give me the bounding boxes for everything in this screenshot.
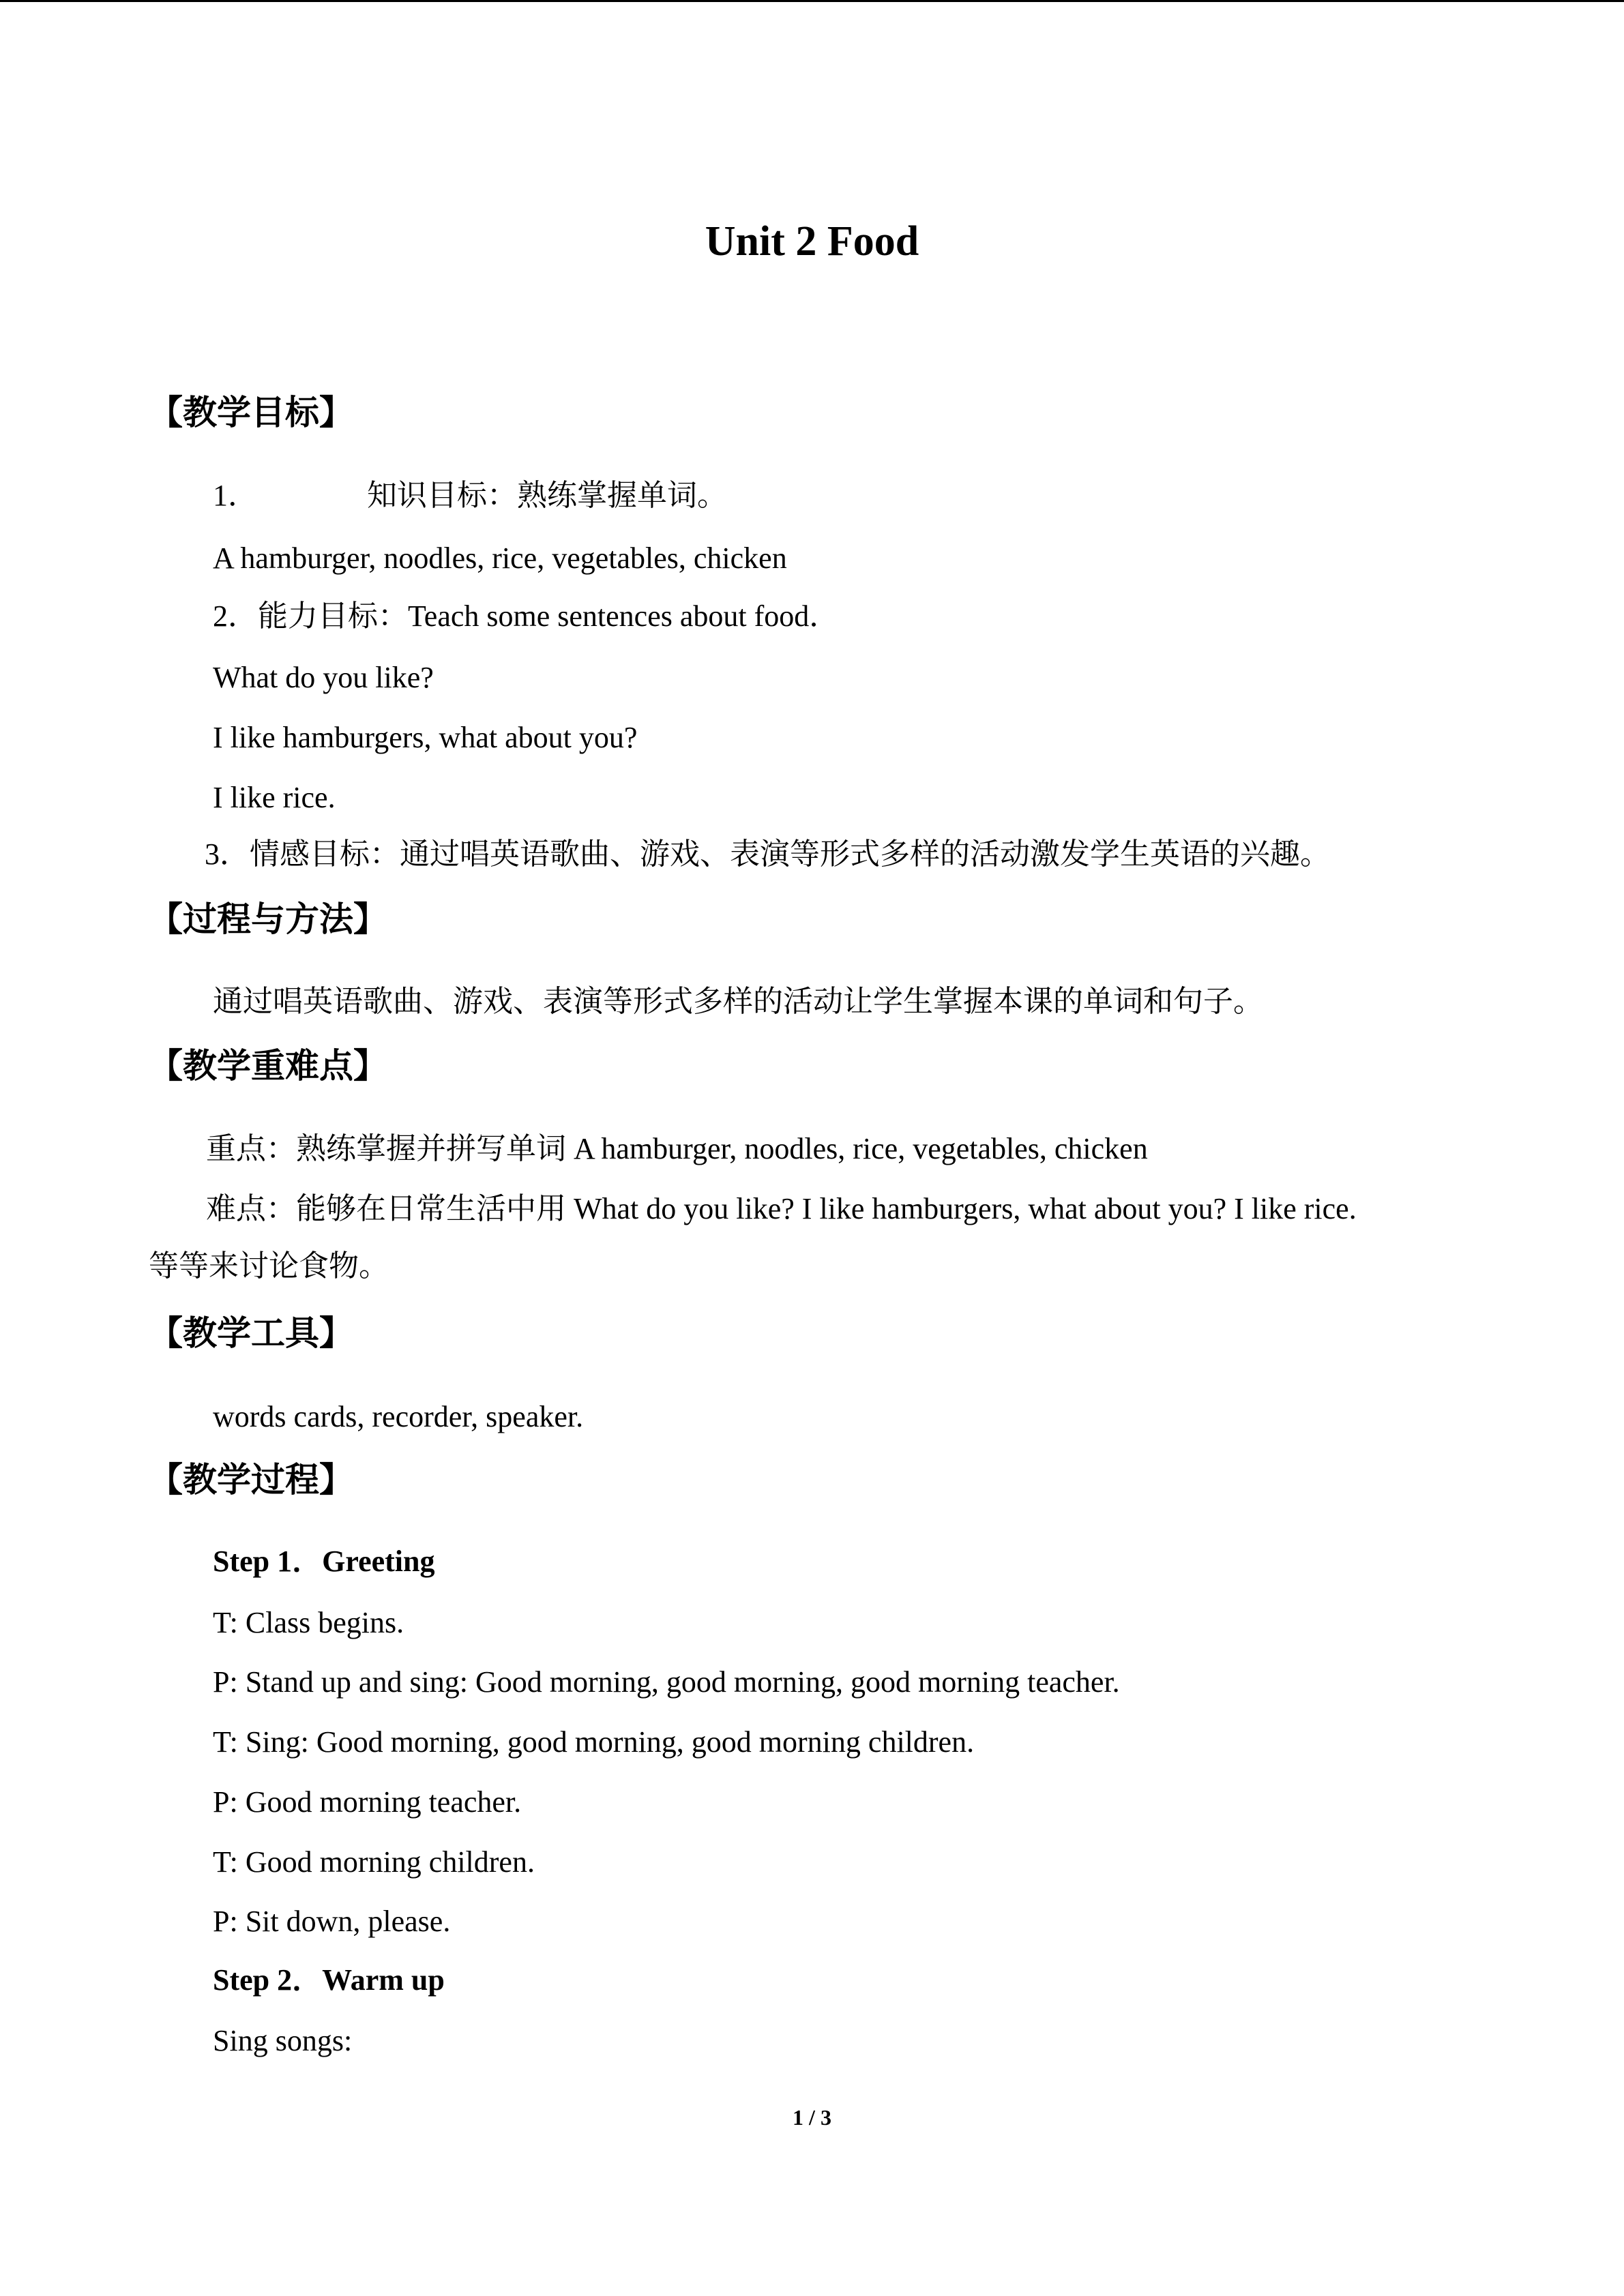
heading-tools: 【教学工具】 xyxy=(149,1314,353,1352)
document-title: Unit 2 Food xyxy=(705,218,919,265)
step-2-line: Sing songs: xyxy=(213,2024,353,2057)
process-method-text: 通过唱英语歌曲、游戏、表演等形式多样的活动让学生掌握本课的单词和句子。 xyxy=(213,985,1263,1018)
sentence-1: What do you like? xyxy=(213,661,434,694)
objective-item-3: 3．情感目标：通过唱英语歌曲、游戏、表演等形式多样的活动激发学生英语的兴趣。 xyxy=(205,837,1330,871)
sentence-2: I like hamburgers, what about you? xyxy=(213,721,638,754)
step-1-line: P: Sit down, please. xyxy=(213,1905,451,1938)
sentence-3: I like rice. xyxy=(213,781,336,814)
page-top-border xyxy=(0,0,1624,2)
step-1-line: P: Stand up and sing: Good morning, good morning, good morning teacher. xyxy=(213,1665,1120,1699)
tools-text: words cards, recorder, speaker. xyxy=(213,1400,584,1433)
step-1-line: T: Good morning children. xyxy=(213,1845,535,1879)
heading-objectives: 【教学目标】 xyxy=(149,393,353,432)
heading-key-points: 【教学重难点】 xyxy=(149,1047,387,1085)
objective-item-2: 2．能力目标：Teach some sentences about food． xyxy=(213,599,840,633)
heading-process-method: 【过程与方法】 xyxy=(149,900,387,938)
key-point-text: 重点：熟练掌握并拼写单词 A hamburger, noodles, rice, vegetables, chicken xyxy=(206,1132,1148,1165)
step-1-line: T: Sing: Good morning, good morning, good morning children. xyxy=(213,1725,975,1759)
vocab-line: A hamburger, noodles, rice, vegetables, chicken xyxy=(213,541,787,575)
page-number: 1 / 3 xyxy=(793,2105,831,2130)
step-2-title: Step 2．Warm up xyxy=(213,1963,445,1997)
difficult-point-text: 难点：能够在日常生活中用 What do you like? I like hamburgers, what about you? I like rice. xyxy=(206,1192,1357,1225)
step-1-line: T: Class begins. xyxy=(213,1606,404,1639)
objective-item-1-text: 知识目标：熟练掌握单词。 xyxy=(367,479,727,512)
objective-item-1-number: 1． xyxy=(213,479,258,512)
objective-item-1 xyxy=(213,477,727,514)
step-1-title: Step 1．Greeting xyxy=(213,1545,435,1578)
step-1-line: P: Good morning teacher. xyxy=(213,1785,522,1819)
heading-procedure: 【教学过程】 xyxy=(149,1461,353,1499)
difficult-point-text-continued: 等等来讨论食物。 xyxy=(149,1249,389,1283)
